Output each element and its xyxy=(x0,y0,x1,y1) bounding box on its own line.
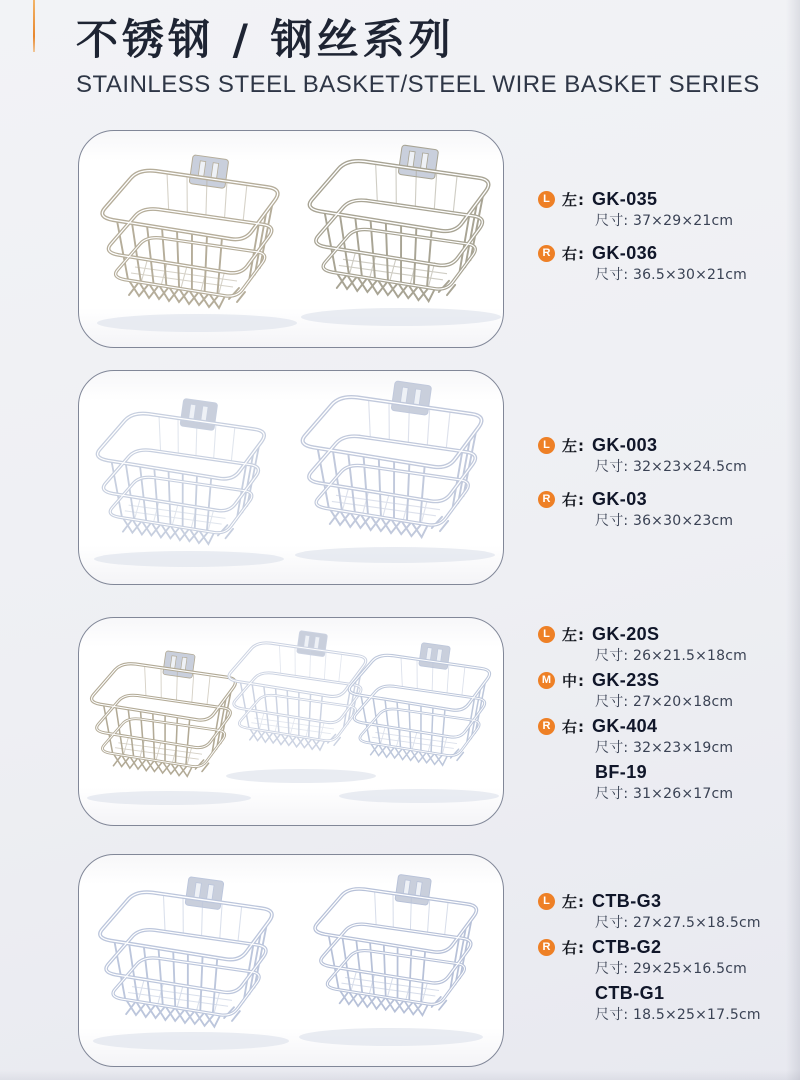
page-title-chinese: 不锈钢 / 钢丝系列 xyxy=(76,15,455,64)
model-number: CTB-G2 xyxy=(592,936,662,957)
product-entry xyxy=(538,982,794,1024)
model-number: GK-404 xyxy=(592,715,658,736)
dimensions: 尺寸: 27×27.5×18.5cm xyxy=(595,915,761,931)
product-entry xyxy=(538,434,794,476)
position-label: 右: xyxy=(562,717,585,736)
label-group-4 xyxy=(538,890,794,1028)
left-badge-icon: L xyxy=(538,893,555,910)
left-badge-icon: L xyxy=(538,191,555,208)
dimensions: 尺寸: 27×20×18cm xyxy=(595,694,734,710)
basket-illustration xyxy=(79,371,503,584)
product-entry xyxy=(538,242,794,284)
model-number: GK-23S xyxy=(592,669,660,690)
accent-tick xyxy=(33,0,35,52)
dimensions: 尺寸: 26×21.5×18cm xyxy=(595,648,747,664)
product-entry xyxy=(538,936,794,978)
product-entry xyxy=(538,623,794,665)
page-edge-shade xyxy=(0,1070,800,1080)
product-entry xyxy=(538,488,794,530)
product-panel-1 xyxy=(78,130,504,348)
model-number: GK-20S xyxy=(592,623,660,644)
label-group-1 xyxy=(538,188,794,296)
model-number: GK-003 xyxy=(592,434,658,455)
position-label: 左: xyxy=(562,190,585,209)
dimensions: 尺寸: 31×26×17cm xyxy=(595,786,734,802)
product-entry xyxy=(538,669,794,711)
right-badge-icon: R xyxy=(538,491,555,508)
basket-illustration xyxy=(79,131,503,347)
dimensions: 尺寸: 29×25×16.5cm xyxy=(595,961,747,977)
position-label: 右: xyxy=(562,244,585,263)
middle-badge-icon: M xyxy=(538,672,555,689)
right-badge-icon: R xyxy=(538,939,555,956)
dimensions: 尺寸: 32×23×24.5cm xyxy=(595,459,747,475)
position-label: 左: xyxy=(562,892,585,911)
model-number: GK-03 xyxy=(592,488,648,509)
dimensions: 尺寸: 18.5×25×17.5cm xyxy=(595,1007,761,1023)
label-group-2 xyxy=(538,434,794,542)
model-number: CTB-G1 xyxy=(595,982,665,1003)
model-number: BF-19 xyxy=(595,761,648,782)
page-edge-shade xyxy=(786,0,800,1080)
left-badge-icon: L xyxy=(538,437,555,454)
position-label: 左: xyxy=(562,625,585,644)
product-entry xyxy=(538,715,794,757)
left-badge-icon: L xyxy=(538,626,555,643)
product-entry xyxy=(538,761,794,803)
product-panel-2 xyxy=(78,370,504,585)
dimensions: 尺寸: 36.5×30×21cm xyxy=(595,267,747,283)
product-entry xyxy=(538,188,794,230)
page-title-english: STAINLESS STEEL BASKET/STEEL WIRE BASKET SERIES xyxy=(76,70,760,98)
dimensions: 尺寸: 37×29×21cm xyxy=(595,213,734,229)
model-number: GK-036 xyxy=(592,242,658,263)
basket-illustration xyxy=(79,855,503,1066)
product-panel-4 xyxy=(78,854,504,1067)
position-label: 中: xyxy=(562,671,585,690)
position-label: 右: xyxy=(562,938,585,957)
model-number: GK-035 xyxy=(592,188,658,209)
position-label: 左: xyxy=(562,436,585,455)
right-badge-icon: R xyxy=(538,245,555,262)
basket-illustration xyxy=(79,618,503,825)
product-panel-3 xyxy=(78,617,504,826)
page-header xyxy=(76,12,796,99)
position-label: 右: xyxy=(562,490,585,509)
dimensions: 尺寸: 32×23×19cm xyxy=(595,740,734,756)
product-entry xyxy=(538,890,794,932)
dimensions: 尺寸: 36×30×23cm xyxy=(595,513,734,529)
right-badge-icon: R xyxy=(538,718,555,735)
model-number: CTB-G3 xyxy=(592,890,662,911)
label-group-3 xyxy=(538,623,794,807)
